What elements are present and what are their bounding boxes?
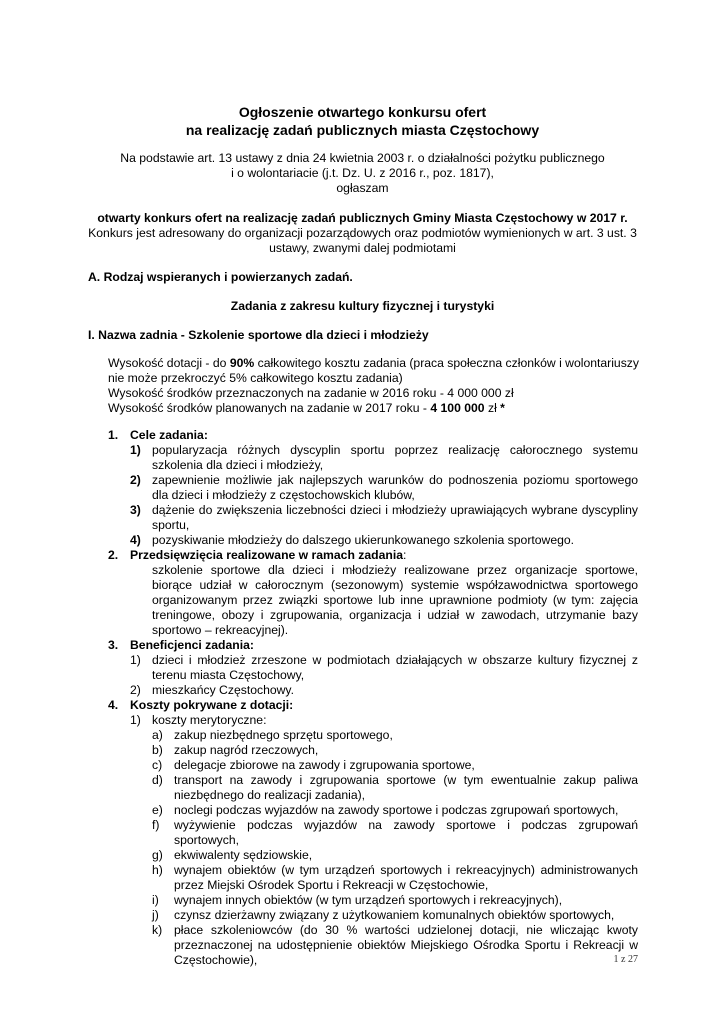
cost-item-e-text: noclegi podczas wyjazdów na zawody sportowe i podczas zgrupowań sportowych, bbox=[174, 803, 619, 817]
cost-item-d-letter: d) bbox=[152, 773, 163, 787]
legal-basis-line2: i o wolontariacie (j.t. Dz. U. z 2016 r., poz. 1817), bbox=[231, 166, 494, 180]
document-title-line1: Ogłoszenie otwartego konkursu ofert bbox=[238, 104, 487, 120]
cost-item-a-letter: a) bbox=[152, 728, 163, 742]
cost-item-c-letter: c) bbox=[152, 758, 163, 772]
announcement-line2: Konkurs jest adresowany do organizacji pozarządowych oraz podmiotów wymienionych w art. 3 ust. 3 bbox=[88, 226, 637, 240]
beneficiary-1-text: dzieci i młodzież zrzeszone w podmiotach działających w obszarze kultury fizycznej z terenu miasta Częstochowy, bbox=[152, 653, 638, 682]
funding-line2: nie może przekroczyć 5% całkowitego kosztu zadania) bbox=[108, 371, 403, 385]
section-a-heading: A. Rodzaj wspieranych i powierzanych zadań. bbox=[88, 270, 353, 284]
cost-item-b-letter: b) bbox=[152, 743, 163, 757]
section-2-number: 2. bbox=[108, 548, 119, 562]
section-2-text: szkolenie sportowe dla dzieci i młodzieży realizowane przez organizacje sportowe, biorące udział w całorocznym (sezonowym) systemie współzawodnictwa sportowego organizowanym przez związki sportowe lub inne uprawnione podmioty (w tym: zajęcia treningowe, obozy i zgrupowania, organizacja i udział w zawodach, utrzymanie bazy sportowo – rekreacyjnej). bbox=[152, 563, 638, 637]
cost-item-b-text: zakup nagród rzeczowych, bbox=[174, 743, 319, 757]
cost-item-g-text: ekwiwalenty sędziowskie, bbox=[174, 848, 313, 862]
funding-block bbox=[108, 356, 648, 416]
section-1-number: 1. bbox=[108, 428, 119, 442]
section-3-number: 3. bbox=[108, 638, 119, 652]
cost-item-d-text: transport na zawody i zgrupowania sportowe (w tym ewentualnie zakup paliwa niezbędnego do realizacji zadania), bbox=[174, 773, 638, 802]
cost-item-j-letter: j) bbox=[152, 908, 159, 922]
section-4-number: 4. bbox=[108, 698, 119, 712]
section-4-title: Koszty pokrywane z dotacji: bbox=[130, 698, 294, 712]
cost-item-j-text: czynsz dzierżawny związany z użytkowaniem komunalnych obiektów sportowych, bbox=[174, 908, 615, 922]
funding-asterisk: * bbox=[500, 401, 505, 415]
beneficiary-2-text: mieszkańcy Częstochowy. bbox=[152, 683, 295, 697]
cost-group-1-title: koszty merytoryczne: bbox=[152, 713, 267, 727]
funding-line1: Wysokość dotacji - do 90% całkowitego kosztu zadania (praca społeczna członków i wolontariuszy bbox=[108, 356, 639, 370]
cost-group-1-number: 1) bbox=[130, 713, 141, 727]
goal-2-number: 2) bbox=[130, 473, 141, 487]
goal-3-text: dążenie do zwiększenia liczebności dzieci i młodzieży uprawiających wybrane dyscypliny sportu, bbox=[152, 503, 638, 532]
beneficiary-2-number: 2) bbox=[130, 683, 141, 697]
announcement-line3: ustawy, zwanymi dalej podmiotami bbox=[269, 241, 456, 255]
goal-3-number: 3) bbox=[130, 503, 141, 517]
cost-item-g-letter: g) bbox=[152, 848, 163, 862]
page-number: 1 z 27 bbox=[613, 954, 638, 965]
task-name: I. Nazwa zadnia - Szkolenie sportowe dla dzieci i młodzieży bbox=[88, 328, 429, 342]
funding-line3: Wysokość środków przeznaczonych na zadanie w 2016 roku - 4 000 000 zł bbox=[108, 386, 514, 400]
cost-item-k-text: płace szkoleniowców (do 30 % wartości udzielonej dotacji, nie wliczając kwoty przeznaczonej na udostępnienie obiektów Miejskiego Ośrodka Sportu i Rekreacji w Częstochowie), bbox=[174, 923, 638, 967]
subsection-title: Zadania z zakresu kultury fizycznej i turystyki bbox=[230, 299, 495, 313]
funding-line4: Wysokość środków planowanych na zadanie w 2017 roku - 4 100 000 zł * bbox=[108, 401, 505, 415]
section-1-title: Cele zadania: bbox=[130, 428, 208, 442]
cost-item-i-letter: i) bbox=[152, 893, 159, 907]
beneficiary-1-number: 1) bbox=[130, 653, 141, 667]
cost-item-f-text: wyżywienie podczas wyjazdów na zawody sportowe i podczas zgrupowań sportowych, bbox=[174, 818, 638, 847]
cost-item-e-letter: e) bbox=[152, 803, 163, 817]
goal-1-text: popularyzacja różnych dyscyplin sportu poprzez realizację całorocznego systemu szkolenia dla dzieci i młodzieży, bbox=[152, 443, 638, 472]
cost-item-a-text: zakup niezbędnego sprzętu sportowego, bbox=[174, 728, 393, 742]
goal-4-number: 4) bbox=[130, 533, 141, 547]
cost-item-f-letter: f) bbox=[152, 818, 160, 832]
funding-amount: 4 100 000 bbox=[430, 401, 485, 415]
document-title-line2: na realizację zadań publicznych miasta Częstochowy bbox=[185, 122, 540, 138]
legal-basis-line3: ogłaszam bbox=[336, 181, 389, 195]
cost-item-k-letter: k) bbox=[152, 923, 163, 937]
goal-2-text: zapewnienie możliwie jak najlepszych warunków do podnoszenia poziomu sportowego dla dzieci i młodzieży z częstochowskich klubów, bbox=[152, 473, 638, 502]
section-2-title: Przedsięwzięcia realizowane w ramach zadania: bbox=[130, 548, 407, 562]
legal-basis-line1: Na podstawie art. 13 ustawy z dnia 24 kwietnia 2003 r. o działalności pożytku publicznego bbox=[120, 151, 605, 165]
section-3-title: Beneficjenci zadania: bbox=[130, 638, 254, 652]
goal-1-number: 1) bbox=[130, 443, 141, 457]
goal-4-text: pozyskiwanie młodzieży do dalszego ukierunkowanego szkolenia sportowego. bbox=[152, 533, 575, 547]
funding-percent: 90% bbox=[229, 356, 255, 370]
cost-item-h-letter: h) bbox=[152, 863, 163, 877]
cost-item-i-text: wynajem innych obiektów (w tym urządzeń sportowych i rekreacyjnych), bbox=[174, 893, 563, 907]
announcement-title: otwarty konkurs ofert na realizację zadań publicznych Gminy Miasta Częstochowy w 2017 r. bbox=[97, 211, 628, 225]
cost-item-h-text: wynajem obiektów (w tym urządzeń sportowych i rekreacyjnych) administrowanych przez Miejski Ośrodek Sportu i Rekreacji w Częstochowie, bbox=[174, 863, 638, 892]
cost-item-c-text: delegacje zbiorowe na zawody i zgrupowania sportowe, bbox=[174, 758, 475, 772]
